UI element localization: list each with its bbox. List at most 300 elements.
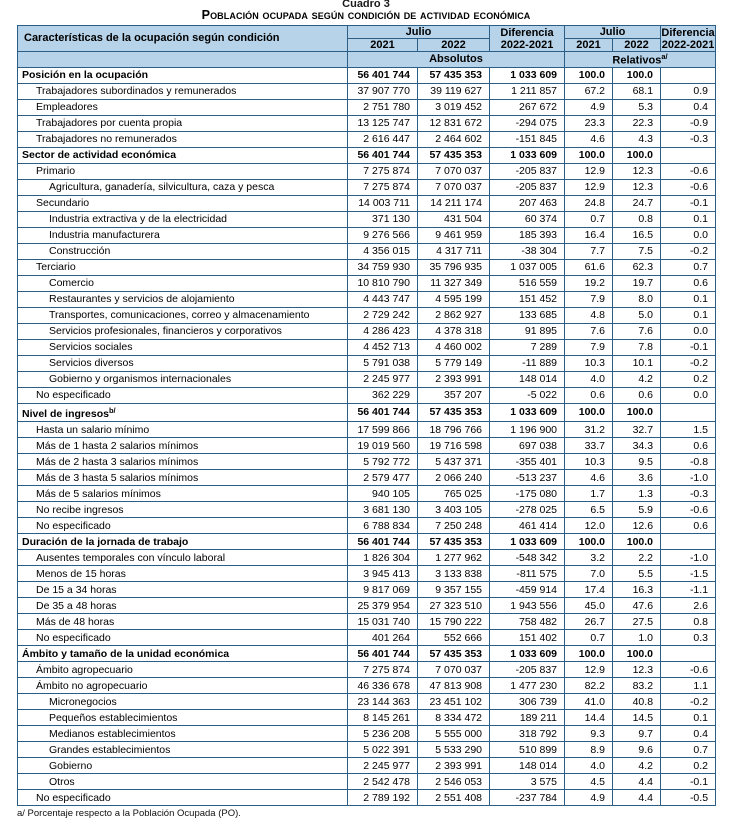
- table-row: [18, 518, 716, 534]
- table-row: [18, 582, 716, 598]
- header-diferencia-years: 2022-2021: [500, 38, 554, 51]
- cell-rel-2021: 0.6: [565, 387, 613, 403]
- cell-abs-2022: 431 504: [418, 211, 490, 227]
- table-row: [18, 534, 716, 550]
- table-row: [18, 275, 716, 291]
- cell-rel-diferencia: [661, 403, 716, 422]
- table-row: [18, 662, 716, 678]
- cell-rel-2022: 7.6: [613, 323, 661, 339]
- cell-abs-diferencia: 151 402: [490, 630, 565, 646]
- cell-abs-diferencia: 1 033 609: [490, 534, 565, 550]
- cell-rel-diferencia: -0.3: [661, 131, 716, 147]
- row-label: Menos de 15 horas: [18, 566, 348, 582]
- row-label: Ámbito agropecuario: [18, 662, 348, 678]
- row-label: De 35 a 48 horas: [18, 598, 348, 614]
- cell-rel-diferencia: -1.0: [661, 470, 716, 486]
- cell-rel-2021: 16.4: [565, 227, 613, 243]
- cell-abs-2021: 13 125 747: [348, 115, 418, 131]
- table-row: [18, 726, 716, 742]
- table-row: [18, 147, 716, 163]
- header-relativos-label: Relativos: [612, 54, 662, 67]
- cell-rel-2021: 19.2: [565, 275, 613, 291]
- cell-abs-2021: 4 286 423: [348, 323, 418, 339]
- cell-rel-2022: 12.3: [613, 662, 661, 678]
- cell-rel-diferencia: -0.6: [661, 179, 716, 195]
- cell-abs-2022: 57 435 353: [418, 403, 490, 422]
- cell-rel-2021: 100.0: [565, 147, 613, 163]
- cell-abs-2021: 3 945 413: [348, 566, 418, 582]
- cell-abs-2022: 4 317 711: [418, 243, 490, 259]
- cell-abs-diferencia: -548 342: [490, 550, 565, 566]
- cell-abs-2021: 2 542 478: [348, 774, 418, 790]
- header-diferencia-absolutos: [490, 26, 565, 52]
- cell-rel-2021: 7.6: [565, 323, 613, 339]
- row-label: De 15 a 34 horas: [18, 582, 348, 598]
- header-year-2021-abs: 2021: [348, 39, 418, 52]
- row-label: Terciario: [18, 259, 348, 275]
- cell-abs-2021: 37 907 770: [348, 83, 418, 99]
- cell-rel-2021: 7.9: [565, 339, 613, 355]
- cell-abs-2021: 9 817 069: [348, 582, 418, 598]
- cell-rel-diferencia: 2.6: [661, 598, 716, 614]
- cell-abs-2022: 15 790 222: [418, 614, 490, 630]
- cell-rel-diferencia: -0.5: [661, 790, 716, 806]
- table-row: [18, 694, 716, 710]
- table-row: [18, 291, 716, 307]
- cell-abs-diferencia: -205 837: [490, 662, 565, 678]
- header-diferencia-rel-label: Diferencia: [661, 26, 715, 39]
- cell-abs-2022: 7 070 037: [418, 179, 490, 195]
- cell-rel-diferencia: -1.1: [661, 582, 716, 598]
- cell-abs-2021: 14 003 711: [348, 195, 418, 211]
- table-row: [18, 179, 716, 195]
- cell-abs-2022: 7 070 037: [418, 163, 490, 179]
- cell-abs-2021: 56 401 744: [348, 67, 418, 83]
- cell-abs-2021: 17 599 866: [348, 422, 418, 438]
- cell-abs-2022: 12 831 672: [418, 115, 490, 131]
- cell-rel-2021: 100.0: [565, 646, 613, 662]
- row-label: Servicios sociales: [18, 339, 348, 355]
- cell-abs-diferencia: 318 792: [490, 726, 565, 742]
- header-characteristics: Características de la ocupación según condición: [18, 26, 348, 52]
- cell-abs-2021: 1 826 304: [348, 550, 418, 566]
- table-row: [18, 790, 716, 806]
- cell-rel-2022: 4.3: [613, 131, 661, 147]
- table-row: [18, 502, 716, 518]
- cell-abs-diferencia: 185 393: [490, 227, 565, 243]
- cell-abs-2021: 5 022 391: [348, 742, 418, 758]
- cell-abs-2021: 56 401 744: [348, 646, 418, 662]
- cell-rel-diferencia: -0.1: [661, 774, 716, 790]
- row-label: Comercio: [18, 275, 348, 291]
- cuadro-label: Cuadro 3: [342, 0, 390, 7]
- cell-rel-2022: 0.6: [613, 387, 661, 403]
- cell-abs-diferencia: -811 575: [490, 566, 565, 582]
- table-row: [18, 211, 716, 227]
- cell-rel-diferencia: 0.2: [661, 758, 716, 774]
- cell-rel-2022: 5.9: [613, 502, 661, 518]
- cell-abs-2022: 9 461 959: [418, 227, 490, 243]
- cell-abs-diferencia: -459 914: [490, 582, 565, 598]
- cell-abs-2022: 57 435 353: [418, 646, 490, 662]
- cell-abs-2021: 15 031 740: [348, 614, 418, 630]
- table-row: [18, 566, 716, 582]
- row-label: Servicios diversos: [18, 355, 348, 371]
- cell-rel-2021: 12.0: [565, 518, 613, 534]
- cell-rel-diferencia: -0.6: [661, 163, 716, 179]
- cell-abs-2021: 9 276 566: [348, 227, 418, 243]
- table-row: [18, 614, 716, 630]
- row-label: Trabajadores no remunerados: [18, 131, 348, 147]
- cell-rel-2022: 4.2: [613, 371, 661, 387]
- cell-abs-2022: 357 207: [418, 387, 490, 403]
- row-label: Medianos establecimientos: [18, 726, 348, 742]
- header-year-2022-abs: 2022: [418, 39, 490, 52]
- table-row: [18, 323, 716, 339]
- cell-rel-2022: 7.5: [613, 243, 661, 259]
- cell-rel-2022: 4.2: [613, 758, 661, 774]
- header-year-2022-rel: 2022: [613, 39, 661, 52]
- cell-rel-2022: 22.3: [613, 115, 661, 131]
- cell-abs-2022: 2 464 602: [418, 131, 490, 147]
- cell-rel-diferencia: -0.1: [661, 195, 716, 211]
- cell-rel-diferencia: 0.1: [661, 307, 716, 323]
- cell-abs-2021: 940 105: [348, 486, 418, 502]
- header-relativos: [565, 52, 716, 68]
- cell-rel-2022: 40.8: [613, 694, 661, 710]
- cell-abs-2021: 46 336 678: [348, 678, 418, 694]
- cell-rel-2021: 0.7: [565, 211, 613, 227]
- row-label: Primario: [18, 163, 348, 179]
- cell-rel-2022: 9.5: [613, 454, 661, 470]
- cell-rel-2022: 7.8: [613, 339, 661, 355]
- header-julio-absolutos: Julio: [348, 26, 490, 39]
- cell-abs-2021: 3 681 130: [348, 502, 418, 518]
- cell-abs-2021: 8 145 261: [348, 710, 418, 726]
- cell-rel-2021: 4.8: [565, 307, 613, 323]
- cell-rel-2021: 12.9: [565, 179, 613, 195]
- cell-abs-diferencia: 267 672: [490, 99, 565, 115]
- cell-abs-2022: 1 277 962: [418, 550, 490, 566]
- row-label: Hasta un salario mínimo: [18, 422, 348, 438]
- cell-rel-diferencia: 1.5: [661, 422, 716, 438]
- table-row: [18, 99, 716, 115]
- cell-rel-2021: 4.5: [565, 774, 613, 790]
- table-row: [18, 115, 716, 131]
- row-label: Más de 5 salarios mínimos: [18, 486, 348, 502]
- row-label: Trabajadores subordinados y remunerados: [18, 83, 348, 99]
- cell-rel-diferencia: -1.5: [661, 566, 716, 582]
- cell-abs-2021: 25 379 954: [348, 598, 418, 614]
- cell-abs-2022: 57 435 353: [418, 147, 490, 163]
- cell-rel-2022: 5.3: [613, 99, 661, 115]
- row-label: Empleadores: [18, 99, 348, 115]
- cell-rel-2021: 7.7: [565, 243, 613, 259]
- cell-abs-2022: 2 862 927: [418, 307, 490, 323]
- table-row: [18, 422, 716, 438]
- cell-rel-2022: 19.7: [613, 275, 661, 291]
- cell-abs-2021: 6 788 834: [348, 518, 418, 534]
- cell-rel-2022: 3.6: [613, 470, 661, 486]
- cell-abs-2021: 19 019 560: [348, 438, 418, 454]
- cell-abs-2022: 11 327 349: [418, 275, 490, 291]
- cell-abs-2022: 57 435 353: [418, 534, 490, 550]
- cell-abs-2022: 18 796 766: [418, 422, 490, 438]
- cell-abs-diferencia: 1 033 609: [490, 147, 565, 163]
- cell-abs-2021: 2 616 447: [348, 131, 418, 147]
- cell-rel-2021: 0.7: [565, 630, 613, 646]
- cell-abs-2021: 56 401 744: [348, 147, 418, 163]
- table-footnote: a/ Porcentaje respecto a la Población Ocupada (PO).: [17, 808, 241, 820]
- cell-rel-diferencia: -0.6: [661, 662, 716, 678]
- cell-rel-2022: 100.0: [613, 67, 661, 83]
- cell-abs-2021: 4 443 747: [348, 291, 418, 307]
- table-row: [18, 307, 716, 323]
- cell-abs-2022: 5 779 149: [418, 355, 490, 371]
- cell-abs-2021: 34 759 930: [348, 259, 418, 275]
- cell-rel-2022: 4.4: [613, 774, 661, 790]
- row-label: Sector de actividad económica: [18, 147, 348, 163]
- cell-rel-2022: 83.2: [613, 678, 661, 694]
- cell-rel-diferencia: -0.2: [661, 243, 716, 259]
- cell-rel-2022: 9.6: [613, 742, 661, 758]
- cell-abs-2021: 2 789 192: [348, 790, 418, 806]
- cell-abs-diferencia: -237 784: [490, 790, 565, 806]
- header-diferencia-label: Diferencia: [500, 26, 554, 39]
- cell-abs-2022: 57 435 353: [418, 67, 490, 83]
- cell-rel-2022: 100.0: [613, 403, 661, 422]
- cell-rel-diferencia: 0.7: [661, 259, 716, 275]
- cell-abs-2022: 3 019 452: [418, 99, 490, 115]
- cell-rel-2022: 32.7: [613, 422, 661, 438]
- cell-rel-2021: 61.6: [565, 259, 613, 275]
- cell-abs-2021: 2 751 780: [348, 99, 418, 115]
- cell-abs-2022: 5 555 000: [418, 726, 490, 742]
- table-row: [18, 243, 716, 259]
- cell-abs-diferencia: 151 452: [490, 291, 565, 307]
- cell-abs-diferencia: -5 022: [490, 387, 565, 403]
- row-label: Secundario: [18, 195, 348, 211]
- cell-abs-2022: 552 666: [418, 630, 490, 646]
- cell-rel-2021: 23.3: [565, 115, 613, 131]
- header-absolutos: Absolutos: [348, 52, 565, 68]
- cell-abs-2022: 4 460 002: [418, 339, 490, 355]
- cell-abs-diferencia: -175 080: [490, 486, 565, 502]
- cell-abs-2022: 4 378 318: [418, 323, 490, 339]
- row-label: Más de 48 horas: [18, 614, 348, 630]
- cell-rel-2021: 82.2: [565, 678, 613, 694]
- cell-abs-diferencia: -38 304: [490, 243, 565, 259]
- cell-rel-2022: 2.2: [613, 550, 661, 566]
- cell-rel-diferencia: -0.6: [661, 502, 716, 518]
- cell-abs-2021: 7 275 874: [348, 662, 418, 678]
- cell-rel-diferencia: 0.4: [661, 99, 716, 115]
- cell-rel-2021: 4.9: [565, 99, 613, 115]
- cell-rel-diferencia: -0.9: [661, 115, 716, 131]
- cell-rel-2022: 10.1: [613, 355, 661, 371]
- cell-rel-2021: 100.0: [565, 403, 613, 422]
- cell-abs-2021: 23 144 363: [348, 694, 418, 710]
- cell-rel-diferencia: 0.0: [661, 323, 716, 339]
- cell-rel-2022: 4.4: [613, 790, 661, 806]
- cell-rel-diferencia: 0.1: [661, 211, 716, 227]
- cell-abs-2022: 27 323 510: [418, 598, 490, 614]
- row-label: Más de 3 hasta 5 salarios mínimos: [18, 470, 348, 486]
- cell-rel-diferencia: 0.8: [661, 614, 716, 630]
- row-label: Gobierno y organismos internacionales: [18, 371, 348, 387]
- row-label: Agricultura, ganadería, silvicultura, caza y pesca: [18, 179, 348, 195]
- table-row: [18, 758, 716, 774]
- row-label: Transportes, comunicaciones, correo y almacenamiento: [18, 307, 348, 323]
- cell-abs-diferencia: 133 685: [490, 307, 565, 323]
- cell-abs-diferencia: 60 374: [490, 211, 565, 227]
- row-label: Grandes establecimientos: [18, 742, 348, 758]
- cell-abs-diferencia: 1 037 005: [490, 259, 565, 275]
- table-row: [18, 774, 716, 790]
- table-row: [18, 67, 716, 83]
- cell-abs-diferencia: 1 943 556: [490, 598, 565, 614]
- header-diferencia-relativos: [661, 26, 716, 52]
- cell-abs-2022: 5 533 290: [418, 742, 490, 758]
- cell-abs-2022: 2 066 240: [418, 470, 490, 486]
- cell-abs-diferencia: 1 477 230: [490, 678, 565, 694]
- row-label: Micronegocios: [18, 694, 348, 710]
- row-label: Otros: [18, 774, 348, 790]
- cell-abs-2022: 8 334 472: [418, 710, 490, 726]
- cell-rel-2022: 1.3: [613, 486, 661, 502]
- cell-abs-diferencia: -513 237: [490, 470, 565, 486]
- cell-rel-diferencia: 0.7: [661, 742, 716, 758]
- cell-abs-2022: 39 119 627: [418, 83, 490, 99]
- row-label: Duración de la jornada de trabajo: [18, 534, 348, 550]
- cell-abs-diferencia: 1 033 609: [490, 403, 565, 422]
- table-row: [18, 454, 716, 470]
- cell-rel-2021: 9.3: [565, 726, 613, 742]
- cell-abs-diferencia: -355 401: [490, 454, 565, 470]
- cell-abs-diferencia: -205 837: [490, 163, 565, 179]
- cell-rel-2022: 16.3: [613, 582, 661, 598]
- cell-rel-2022: 16.5: [613, 227, 661, 243]
- cell-abs-diferencia: 758 482: [490, 614, 565, 630]
- cell-rel-2021: 12.9: [565, 163, 613, 179]
- cell-abs-2022: 2 551 408: [418, 790, 490, 806]
- cell-abs-diferencia: 148 014: [490, 758, 565, 774]
- table-row: [18, 355, 716, 371]
- cell-rel-2021: 24.8: [565, 195, 613, 211]
- row-label: Industria extractiva y de la electricidad: [18, 211, 348, 227]
- cell-abs-2021: 7 275 874: [348, 179, 418, 195]
- row-label: Trabajadores por cuenta propia: [18, 115, 348, 131]
- cell-rel-diferencia: -1.0: [661, 550, 716, 566]
- cell-abs-2022: 7 070 037: [418, 662, 490, 678]
- cell-rel-diferencia: -0.8: [661, 454, 716, 470]
- table-row: [18, 259, 716, 275]
- cell-abs-2021: 56 401 744: [348, 534, 418, 550]
- cell-rel-2022: 12.3: [613, 179, 661, 195]
- cell-rel-diferencia: [661, 534, 716, 550]
- cell-abs-diferencia: 1 033 609: [490, 67, 565, 83]
- cell-rel-2021: 8.9: [565, 742, 613, 758]
- cell-rel-diferencia: 0.6: [661, 275, 716, 291]
- cell-abs-2022: 3 133 838: [418, 566, 490, 582]
- cell-rel-2022: 1.0: [613, 630, 661, 646]
- cell-abs-2022: 765 025: [418, 486, 490, 502]
- table-row: [18, 550, 716, 566]
- cell-abs-diferencia: -278 025: [490, 502, 565, 518]
- header-relativos-superscript: a/: [661, 52, 668, 61]
- cell-rel-diferencia: 1.1: [661, 678, 716, 694]
- cell-abs-2022: 2 393 991: [418, 758, 490, 774]
- table-header: [18, 26, 716, 68]
- cell-rel-diferencia: 0.2: [661, 371, 716, 387]
- cell-abs-diferencia: 306 739: [490, 694, 565, 710]
- cell-rel-2022: 9.7: [613, 726, 661, 742]
- cell-rel-2022: 24.7: [613, 195, 661, 211]
- cell-abs-2022: 4 595 199: [418, 291, 490, 307]
- row-label: Más de 1 hasta 2 salarios mínimos: [18, 438, 348, 454]
- cell-rel-diferencia: 0.6: [661, 518, 716, 534]
- cell-rel-diferencia: 0.9: [661, 83, 716, 99]
- cell-rel-2021: 17.4: [565, 582, 613, 598]
- cell-rel-diferencia: -0.3: [661, 486, 716, 502]
- cell-abs-2021: 56 401 744: [348, 403, 418, 422]
- cell-rel-2021: 14.4: [565, 710, 613, 726]
- cell-rel-2022: 62.3: [613, 259, 661, 275]
- cell-rel-diferencia: -0.2: [661, 694, 716, 710]
- cell-abs-2021: 4 452 713: [348, 339, 418, 355]
- table-row: [18, 131, 716, 147]
- cell-abs-diferencia: -294 075: [490, 115, 565, 131]
- row-label: Más de 2 hasta 3 salarios mínimos: [18, 454, 348, 470]
- cell-rel-2022: 12.6: [613, 518, 661, 534]
- cell-rel-2021: 4.6: [565, 131, 613, 147]
- table-row: [18, 438, 716, 454]
- cell-abs-diferencia: 3 575: [490, 774, 565, 790]
- cell-abs-2022: 14 211 174: [418, 195, 490, 211]
- cell-rel-2021: 33.7: [565, 438, 613, 454]
- cell-abs-diferencia: 1 033 609: [490, 646, 565, 662]
- cell-abs-2021: 2 579 477: [348, 470, 418, 486]
- cell-rel-2021: 100.0: [565, 67, 613, 83]
- cell-abs-2022: 47 813 908: [418, 678, 490, 694]
- cell-abs-diferencia: 510 899: [490, 742, 565, 758]
- cell-rel-2022: 0.8: [613, 211, 661, 227]
- cell-rel-2021: 31.2: [565, 422, 613, 438]
- row-label: Pequeños establecimientos: [18, 710, 348, 726]
- cell-abs-2021: 2 245 977: [348, 758, 418, 774]
- table-body: [18, 67, 716, 806]
- cell-abs-diferencia: -151 845: [490, 131, 565, 147]
- cell-abs-2021: 10 810 790: [348, 275, 418, 291]
- row-label: No recibe ingresos: [18, 502, 348, 518]
- cell-rel-2021: 10.3: [565, 454, 613, 470]
- cell-abs-diferencia: 697 038: [490, 438, 565, 454]
- cell-rel-diferencia: [661, 147, 716, 163]
- cell-rel-2022: 47.6: [613, 598, 661, 614]
- cell-rel-2022: 5.0: [613, 307, 661, 323]
- cell-rel-2021: 4.6: [565, 470, 613, 486]
- cell-rel-diferencia: [661, 67, 716, 83]
- row-label: No especificado: [18, 518, 348, 534]
- row-label: Gobierno: [18, 758, 348, 774]
- cell-rel-diferencia: 0.1: [661, 710, 716, 726]
- cell-rel-2022: 100.0: [613, 534, 661, 550]
- cell-rel-diferencia: 0.0: [661, 227, 716, 243]
- cell-abs-diferencia: 1 211 857: [490, 83, 565, 99]
- cell-abs-2022: 2 546 053: [418, 774, 490, 790]
- row-label: Restaurantes y servicios de alojamiento: [18, 291, 348, 307]
- cell-rel-2021: 26.7: [565, 614, 613, 630]
